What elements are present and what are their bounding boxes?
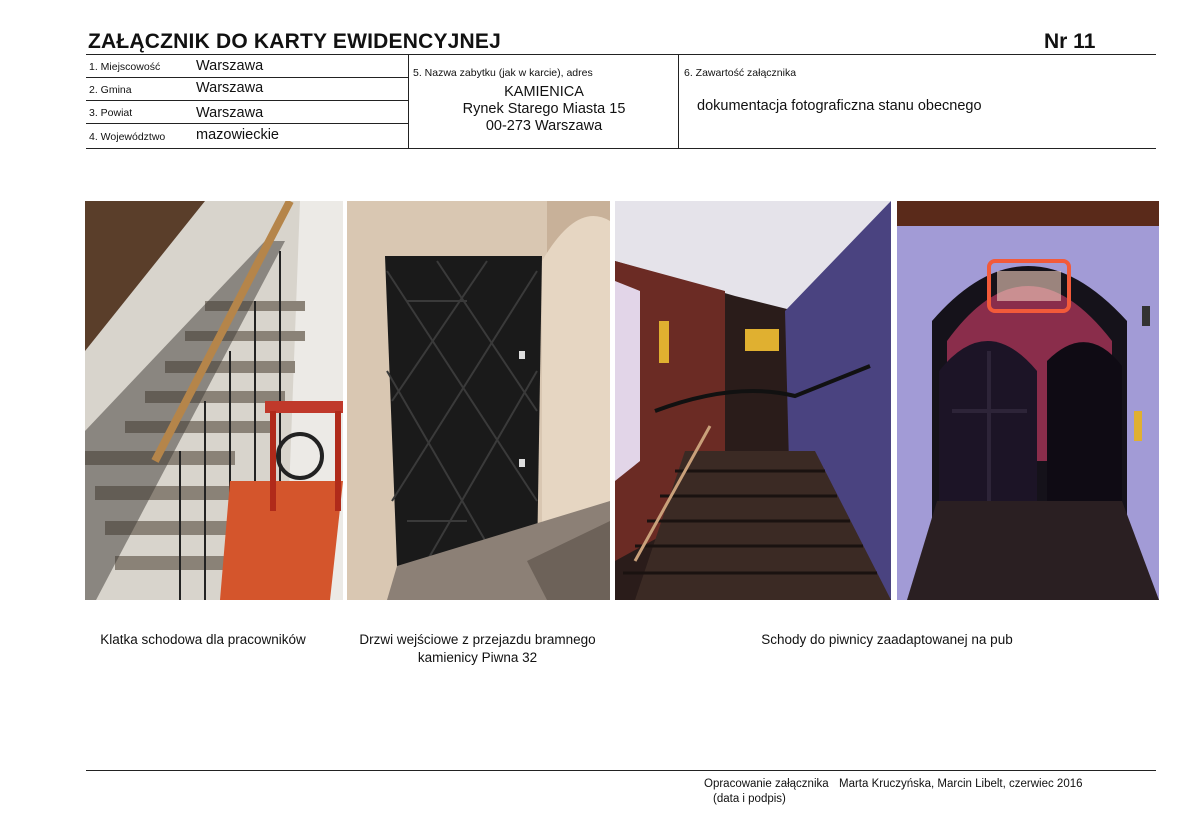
field-divider (678, 54, 679, 148)
zabytek-label: 5. Nazwa zabytku (jak w karcie), adres (413, 67, 593, 79)
miejscowosc-label: 1. Miejscowość (89, 61, 161, 73)
photo-staircase (85, 201, 343, 600)
document-number: Nr 11 (1044, 30, 1096, 53)
date-signature-label: (data i podpis) (713, 793, 786, 805)
authors-signature: Marta Kruczyńska, Marcin Libelt, czerwiec 2016 (839, 778, 1083, 790)
footer-rule (86, 770, 1156, 771)
zawartosc-label: 6. Zawartość załącznika (684, 67, 797, 79)
photo-iron-door (347, 201, 610, 600)
field-rule (86, 77, 408, 78)
gmina-label: 2. Gmina (89, 84, 132, 96)
miejscowosc-value: Warszawa (196, 58, 264, 74)
caption-basement-pub: Schody do piwnicy zaadaptowanej na pub (761, 632, 1013, 647)
header-rule-top (86, 54, 1156, 55)
field-divider (408, 54, 409, 148)
photo-basement-stairs (615, 201, 891, 600)
document-title: ZAŁĄCZNIK DO KARTY EWIDENCYJNEJ (88, 30, 502, 53)
wojewodztwo-value: mazowieckie (196, 127, 279, 143)
caption-iron-door-line1: Drzwi wejściowe z przejazdu bramnego (359, 632, 596, 647)
wojewodztwo-label: 4. Województwo (89, 131, 166, 143)
field-rule (86, 123, 408, 124)
zabytek-name: KAMIENICA (504, 84, 584, 100)
powiat-label: 3. Powiat (89, 107, 133, 119)
prepared-by-label: Opracowanie załącznika (704, 778, 829, 790)
field-rule (86, 100, 408, 101)
zawartosc-value: dokumentacja fotograficzna stanu obecnego (697, 98, 982, 114)
zabytek-address-postal: 00-273 Warszawa (485, 118, 603, 134)
zabytek-address-street: Rynek Starego Miasta 15 (462, 101, 626, 117)
gmina-value: Warszawa (196, 80, 264, 96)
caption-staircase: Klatka schodowa dla pracowników (100, 632, 306, 647)
photo-pub-entrance (897, 201, 1159, 600)
caption-iron-door-line2: kamienicy Piwna 32 (417, 650, 538, 665)
header-rule-bottom (86, 148, 1156, 149)
powiat-value: Warszawa (196, 105, 264, 121)
